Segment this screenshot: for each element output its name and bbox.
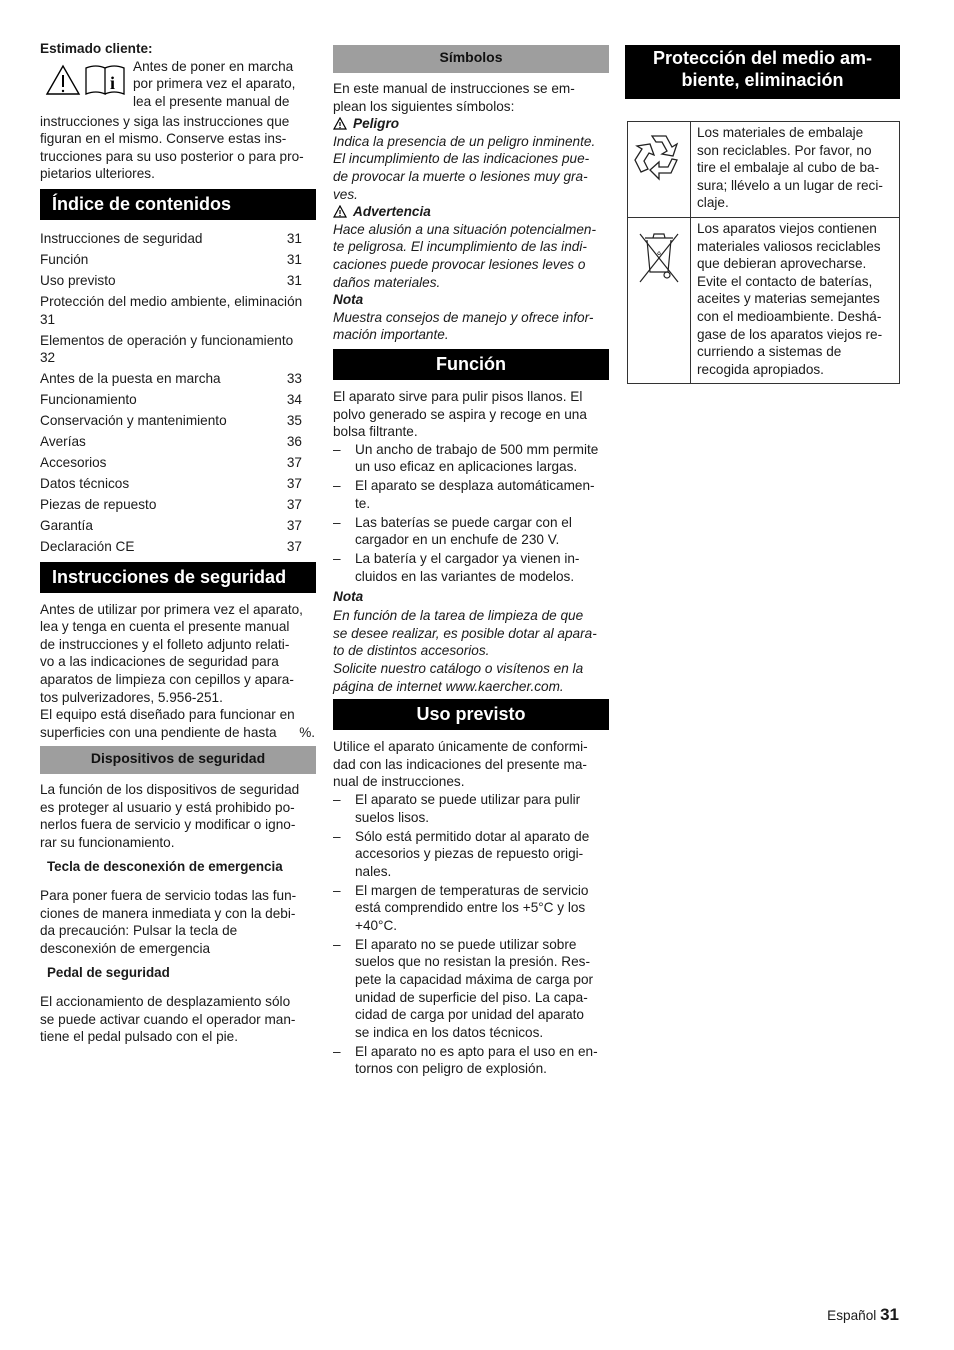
text-line: vo a las indicaciones de seguridad para <box>40 654 279 670</box>
text-line: está comprendido entre los +5°C y los <box>355 900 586 916</box>
text-line: que debieran aprovecharse. <box>697 256 867 272</box>
greeting: Estimado cliente: <box>40 41 153 56</box>
text-line: da precaución: Pulsar la tecla de <box>40 923 238 939</box>
toc-item-label: Accesorios <box>40 455 107 471</box>
text-line: es proteger al usuario y está prohibido po- <box>40 799 295 815</box>
toc-item-page: 32 <box>40 350 56 366</box>
toc-item-label: Datos técnicos <box>40 476 130 491</box>
toc-item <box>40 332 316 367</box>
text-line: to de distintos accesorios. <box>333 643 490 659</box>
text-line: materiales valiosos reciclables <box>697 238 881 254</box>
estop-text <box>40 887 316 957</box>
list-item-text <box>355 828 609 881</box>
devices-text <box>40 781 316 851</box>
text-line: página de internet www.kaercher.com. <box>333 678 564 694</box>
text-line: curriendo a sistemas de <box>697 344 842 360</box>
toc-item-page: 31 <box>286 230 302 246</box>
toc-item <box>40 475 316 493</box>
text-line: Los materiales de embalaje <box>697 125 864 140</box>
toc-item-page: 37 <box>286 517 302 533</box>
toc-item <box>40 251 316 269</box>
list-dash: – <box>333 514 341 530</box>
toc-item-page: 35 <box>286 413 302 429</box>
list-dash: – <box>333 478 341 494</box>
text-line: aparatos de limpieza con cepillos y apara- <box>40 671 294 687</box>
list-item-text <box>355 1043 609 1078</box>
text-line: dad con las indicaciones del presente ma- <box>333 756 587 772</box>
toc-item-label: Piezas de repuesto <box>40 496 157 512</box>
text-line: Antes de utilizar por primera vez el aparato, <box>40 601 303 617</box>
list-dash: – <box>333 828 341 844</box>
text-line: lea y tenga en cuenta el presente manual <box>40 619 290 635</box>
text-line: se desee realizar, es posible dotar al apara- <box>333 625 597 641</box>
page-number: 31 <box>880 1305 899 1324</box>
text-line: Un ancho de trabajo de 500 mm permite <box>355 441 599 457</box>
text-line: El aparato no se puede utilizar sobre <box>355 936 577 952</box>
intro-line: pietarios ulteriores. <box>40 166 155 182</box>
function-list <box>333 441 609 586</box>
text-line: nual de instrucciones. <box>333 774 465 790</box>
danger-text <box>333 133 609 203</box>
crossed-bin-icon <box>636 228 682 286</box>
text-line: Las baterías se puede cargar con el <box>355 514 572 530</box>
text-line: En este manual de instrucciones se em- <box>333 81 575 96</box>
table-row <box>628 217 900 383</box>
intro-block <box>40 58 316 113</box>
text-line: En función de la tarea de limpieza de que <box>333 608 584 624</box>
list-item-text <box>355 936 609 1042</box>
text-line: rar su funcionamiento. <box>40 835 175 851</box>
toc-item-label: Conservación y mantenimiento <box>40 413 227 429</box>
svg-text:♻: ♻ <box>656 250 662 257</box>
pedal-subheading: Pedal de seguridad <box>47 964 170 980</box>
list-dash: – <box>333 791 341 807</box>
toc-item <box>40 538 316 556</box>
text-line: daños materiales. <box>333 274 441 290</box>
toc-item <box>40 391 316 409</box>
text-line: Los aparatos viejos contienen <box>697 220 877 236</box>
symbols-intro <box>333 80 609 115</box>
text-line: El aparato se desplaza automáticamen- <box>355 478 595 494</box>
list-dash: – <box>333 882 341 898</box>
text-line: tornos con peligro de explosión. <box>355 1061 547 1077</box>
list-dash: – <box>333 1043 341 1059</box>
toc-item <box>40 412 316 430</box>
list-item-text <box>355 514 609 549</box>
list-item <box>333 550 609 585</box>
icon-cell <box>628 217 691 383</box>
toc-item-label: Protección del medio ambiente, eliminación <box>40 293 303 309</box>
column-right <box>625 45 900 384</box>
list-item <box>333 882 609 935</box>
toc-item-page: 31 <box>286 251 302 267</box>
column-left <box>40 40 316 1046</box>
text-line: sura; llévelo a un lugar de reci- <box>697 177 883 193</box>
estop-subheading: Tecla de desconexión de emergencia <box>47 858 283 874</box>
toc-item-label: Uso previsto <box>40 272 116 288</box>
text-line: se puede activar cuando el operador man- <box>40 1011 296 1027</box>
text-line: El aparato se puede utilizar para pulir <box>355 791 581 807</box>
toc-item <box>40 370 316 388</box>
use-list <box>333 791 609 1078</box>
safety-text <box>40 601 316 742</box>
text-line: El margen de temperaturas de servicio <box>355 882 589 898</box>
danger-label <box>333 115 609 133</box>
toc-item-page: 31 <box>286 272 302 288</box>
list-item <box>333 441 609 476</box>
text-line: te. <box>355 495 371 511</box>
page-footer <box>827 1306 899 1325</box>
toc-item <box>40 496 316 514</box>
toc-item <box>40 272 316 290</box>
list-item <box>333 1043 609 1078</box>
warning-label-text: Advertencia <box>353 204 431 220</box>
list-item <box>333 791 609 826</box>
note2-text <box>333 607 609 695</box>
text-line: cluidos en las variantes de modelos. <box>355 569 575 585</box>
text-line: polvo generado se aspira y recoge en una <box>333 406 587 422</box>
text-line: El aparato no es apto para el uso en en- <box>355 1043 598 1059</box>
intro-line: por primera vez el aparato, <box>133 76 296 92</box>
text-line: accesorios y piezas de repuesto origi- <box>355 846 584 862</box>
list-dash: – <box>333 936 341 952</box>
text-line: tos pulverizadores, 5.956-251. <box>40 689 223 705</box>
list-item <box>333 514 609 549</box>
text-line: cidad de carga por unidad del aparato <box>355 1007 584 1023</box>
toc-item-page: 37 <box>286 538 302 554</box>
text-line: +40°C. <box>355 917 398 933</box>
text-line: cargador en un enchufe de 230 V. <box>355 532 560 548</box>
toc-item-label: Funcionamiento <box>40 392 137 408</box>
text-line: suelos lisos. <box>355 809 430 825</box>
toc-heading: Índice de contenidos <box>40 189 316 220</box>
toc-item-label: Antes de la puesta en marcha <box>40 371 221 387</box>
note-label: Nota <box>333 292 364 308</box>
toc-item-page: 37 <box>286 496 302 512</box>
text-line: tiene el pedal pulsado con el pie. <box>40 1029 239 1045</box>
toc-item-label: Averías <box>40 434 86 450</box>
text-line: La función de los dispositivos de seguridad <box>40 782 300 798</box>
text-line: son reciclables. Por favor, no <box>697 142 872 158</box>
text-line: caciones puede provocar lesiones leves o <box>333 256 586 272</box>
use-text <box>333 738 609 791</box>
toc-item <box>40 293 316 328</box>
intro-line: trucciones para su uso posterior o para pro- <box>40 148 304 164</box>
text-line: Muestra consejos de manejo y ofrece infor- <box>333 309 594 325</box>
toc-item-page: 37 <box>286 476 302 491</box>
list-item-text <box>355 477 609 512</box>
text-line: aceites y materias semejantes <box>697 291 880 307</box>
heading-line: biente, eliminación <box>681 70 844 90</box>
list-item-text <box>355 441 609 476</box>
text-line: de instrucciones y el folleto adjunto relati- <box>40 636 290 652</box>
text-line: suelos que no resistan la presión. Res- <box>355 954 590 970</box>
table-of-contents <box>40 230 316 556</box>
safety-heading: Instrucciones de seguridad <box>40 562 316 593</box>
list-item <box>333 828 609 881</box>
toc-item-label: Elementos de operación y funcionamiento <box>40 332 294 348</box>
text-line: ciones de manera inmediata y con la debi- <box>40 905 296 921</box>
toc-item <box>40 517 316 535</box>
svg-text:i: i <box>110 72 116 93</box>
text-line: unidad de superficie del piso. La capa- <box>355 989 588 1005</box>
text-line: Para poner fuera de servicio todas las fun- <box>40 888 297 904</box>
warning-text <box>333 221 609 291</box>
warning-and-manual-icon <box>44 60 130 100</box>
danger-label-text: Peligro <box>353 116 400 132</box>
toc-item-page: 31 <box>40 311 56 327</box>
text-line: Utilice el aparato únicamente de conformi- <box>333 739 588 755</box>
text-line: El accionamiento de desplazamiento sólo <box>40 994 291 1010</box>
list-item <box>333 936 609 1042</box>
text-line: ves. <box>333 186 358 202</box>
text-line: El aparato sirve para pulir pisos llanos. El <box>333 388 583 404</box>
text-line: se indica en los datos técnicos. <box>355 1024 544 1040</box>
function-text <box>333 388 609 441</box>
devices-heading: Dispositivos de seguridad <box>40 746 316 774</box>
warning-triangle-icon <box>333 117 347 130</box>
toc-item-page: 33 <box>286 371 302 387</box>
toc-item <box>40 454 316 472</box>
text-line: Sólo está permitido dotar al aparato de <box>355 828 590 844</box>
text-line: nerlos fuera de servicio y modificar o igno- <box>40 817 296 833</box>
text-line: de provocar la muerte o lesiones muy gra- <box>333 168 588 184</box>
text-cell <box>691 217 900 383</box>
table-row <box>628 122 900 218</box>
note-text <box>333 309 609 344</box>
text-line: La batería y el cargador ya vienen in- <box>355 551 580 567</box>
intro-line: instrucciones y siga las instrucciones que <box>40 113 290 129</box>
text-line: Hace alusión a una situación potencialmen- <box>333 221 596 237</box>
text-line: te peligrosa. El incumplimiento de las indi- <box>333 239 587 255</box>
icon-cell <box>628 122 691 218</box>
text-line: bolsa filtrante. <box>333 424 418 440</box>
warning-label <box>333 203 609 221</box>
toc-item-label: Instrucciones de seguridad <box>40 230 203 246</box>
list-item <box>333 477 609 512</box>
text-line: Solicite nuestro catálogo o visítenos en la <box>333 660 584 676</box>
text-line: plean los siguientes símbolos: <box>333 98 515 114</box>
list-dash: – <box>333 551 341 567</box>
toc-item-page: 37 <box>286 455 302 471</box>
text-line: gase de los aparatos viejos re- <box>697 326 883 342</box>
warning-triangle-icon <box>333 205 347 218</box>
text-line: claje. <box>697 195 729 211</box>
text-line: nales. <box>355 863 392 879</box>
column-middle <box>333 45 609 1079</box>
text-line: El incumplimiento de las indicaciones pue- <box>333 151 590 167</box>
text-line: Indica la presencia de un peligro inminente. <box>333 133 596 149</box>
text-line: tire el embalaje al cubo de ba- <box>697 160 880 176</box>
text-line: con el medioambiente. Deshá- <box>697 308 882 324</box>
heading-line: Protección del medio am- <box>652 48 873 68</box>
toc-item-label: Garantía <box>40 517 93 533</box>
function-heading: Función <box>333 349 609 380</box>
environment-table <box>627 121 900 384</box>
toc-item <box>40 433 316 451</box>
text-line: mación importante. <box>333 327 449 343</box>
recycle-icon <box>632 128 686 186</box>
list-item-text <box>355 550 609 585</box>
pedal-text <box>40 993 316 1046</box>
footer-language: Español <box>827 1308 877 1323</box>
intro-line: figuran en el mismo. Conserve estas ins- <box>40 131 287 147</box>
text-line: recogida apropiados. <box>697 361 824 377</box>
text-line: un uso eficaz en aplicaciones largas. <box>355 459 578 475</box>
use-heading: Uso previsto <box>333 699 609 730</box>
text-line: superficies con una pendiente de hasta %. <box>40 724 316 740</box>
toc-item-page: 36 <box>286 434 302 450</box>
list-item-text <box>355 791 609 826</box>
environment-heading <box>625 45 900 99</box>
text-line: El equipo está diseñado para funcionar en <box>40 707 295 723</box>
text-line: Evite el contacto de baterías, <box>697 273 873 289</box>
toc-item-label: Función <box>40 251 89 267</box>
list-item-text <box>355 882 609 935</box>
note2-label: Nota <box>333 588 364 604</box>
toc-item-label: Declaración CE <box>40 538 135 554</box>
text-cell <box>691 122 900 218</box>
toc-item <box>40 230 316 248</box>
intro-text <box>133 58 316 111</box>
intro-line: lea el presente manual de <box>133 93 290 109</box>
symbols-heading: Símbolos <box>333 45 609 73</box>
list-dash: – <box>333 441 341 457</box>
toc-item-page: 34 <box>286 392 302 408</box>
text-line: desconexión de emergencia <box>40 941 211 957</box>
intro-line: Antes de poner en marcha <box>133 58 294 74</box>
text-line: pete la capacidad máxima de carga por <box>355 972 594 988</box>
